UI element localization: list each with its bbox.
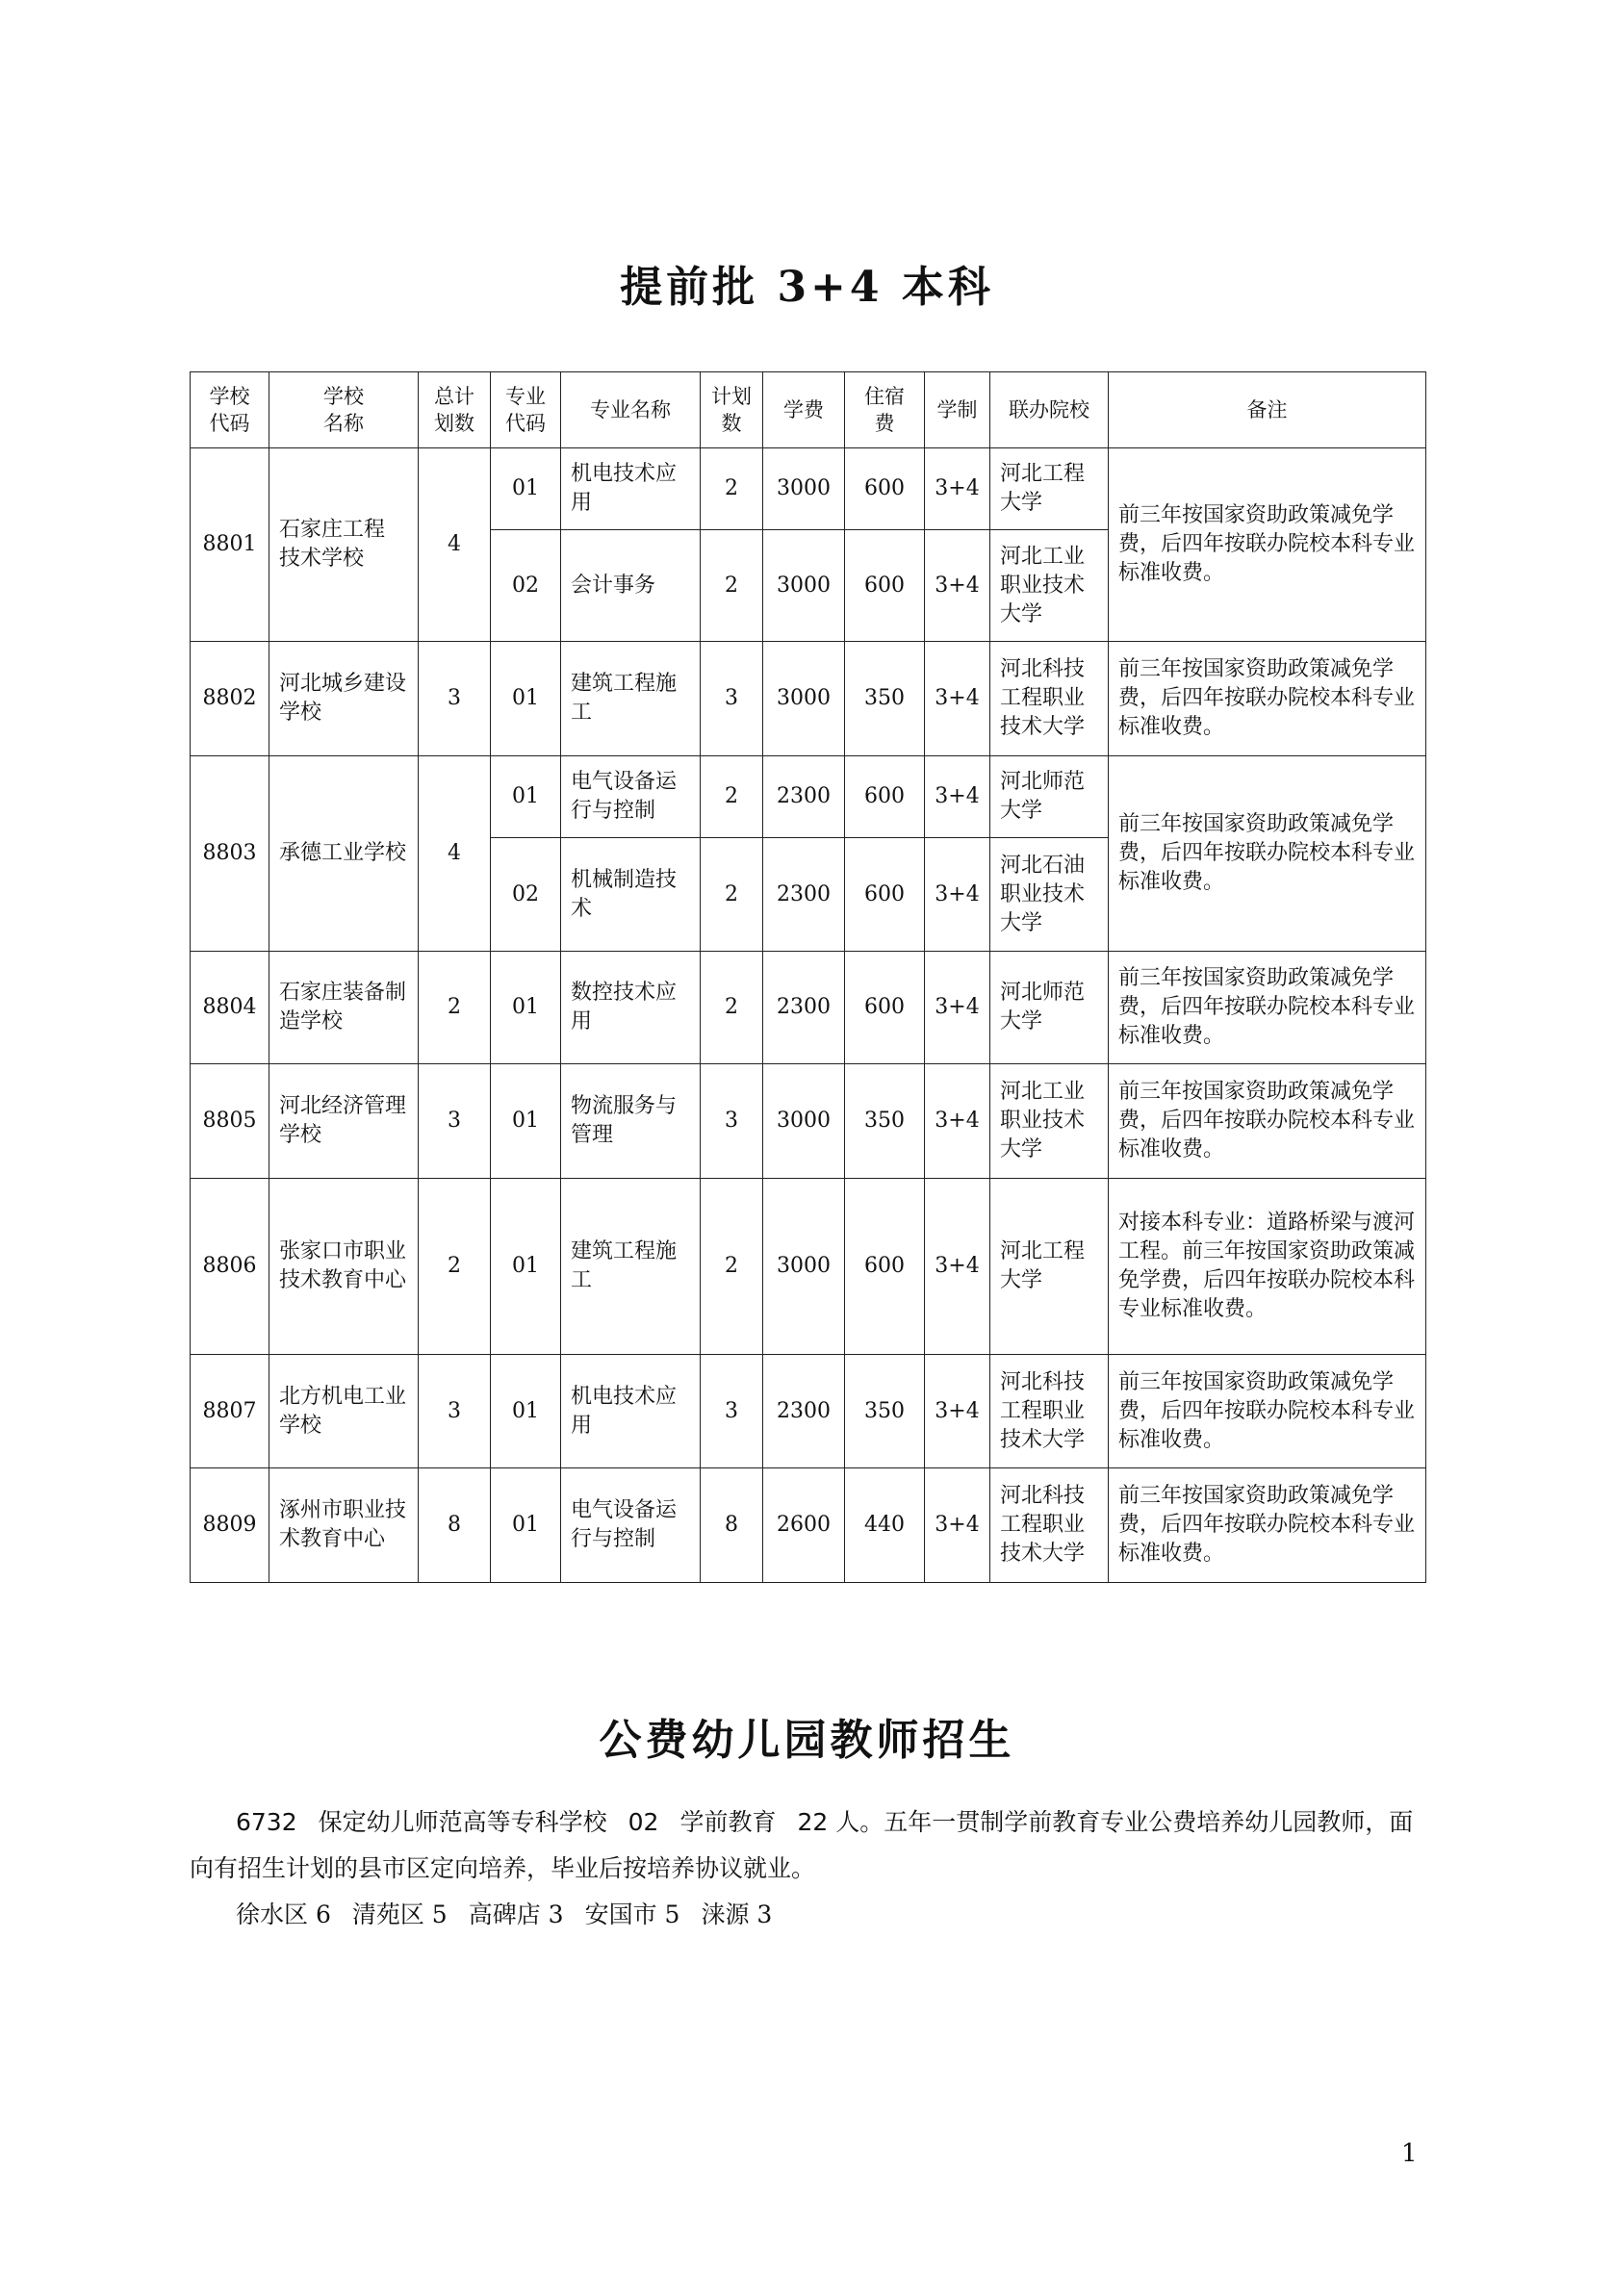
dorm-fee-cell: 600 [845, 448, 925, 530]
kindergarten-paragraph [190, 1799, 1425, 1892]
plan-count-cell: 3 [701, 1064, 763, 1179]
dorm-fee-cell: 600 [845, 838, 925, 952]
table-row [191, 1179, 1426, 1355]
school-code-cell: 8805 [191, 1064, 269, 1179]
remark-cell: 前三年按国家资助政策减免学费，后四年按联办院校本科专业标准收费。 [1109, 756, 1426, 952]
duration-cell: 3+4 [925, 1064, 990, 1179]
plan-count-cell: 2 [701, 530, 763, 642]
major-name-cell: 电气设备运行与控制 [561, 756, 701, 838]
plan-count-cell: 2 [701, 838, 763, 952]
column-header: 住宿 费 [845, 372, 925, 448]
table-row [191, 952, 1426, 1064]
column-header: 备注 [1109, 372, 1426, 448]
major-code-cell: 01 [491, 952, 561, 1064]
major-code-cell: 01 [491, 1064, 561, 1179]
column-header: 联办院校 [990, 372, 1109, 448]
partner-college-cell: 河北科技工程职业技术大学 [990, 642, 1109, 756]
table-row [191, 448, 1426, 530]
major-code-cell: 01 [491, 756, 561, 838]
plan-count-cell: 2 [701, 952, 763, 1064]
major-code-cell: 01 [491, 1179, 561, 1355]
school-code-cell: 8807 [191, 1355, 269, 1468]
table-row [191, 756, 1426, 838]
section-title-early-batch: 提前批 3+4 本科 [620, 263, 994, 312]
major-code-cell: 02 [491, 838, 561, 952]
column-header: 学校 代码 [191, 372, 269, 448]
column-header: 总计 划数 [419, 372, 491, 448]
district-quota: 安国市 5 [584, 1901, 680, 1928]
tuition-cell: 3000 [763, 530, 845, 642]
duration-cell: 3+4 [925, 952, 990, 1064]
school-code-cell: 8802 [191, 642, 269, 756]
table-header-row [191, 372, 1426, 448]
section-title-kindergarten: 公费幼儿园教师招生 [599, 1716, 1015, 1765]
partner-college-cell: 河北石油职业技术大学 [990, 838, 1109, 952]
partner-college-cell: 河北工程大学 [990, 1179, 1109, 1355]
school-code-cell: 8806 [191, 1179, 269, 1355]
dorm-fee-cell: 600 [845, 952, 925, 1064]
school-name-cell: 张家口市职业技术教育中心 [269, 1179, 419, 1355]
column-header: 专业名称 [561, 372, 701, 448]
school-name-cell: 河北经济管理 学校 [269, 1064, 419, 1179]
district-quota: 涞源 3 [701, 1901, 773, 1928]
duration-cell: 3+4 [925, 838, 990, 952]
major-name-cell: 建筑工程施工 [561, 1179, 701, 1355]
column-header: 学费 [763, 372, 845, 448]
duration-cell: 3+4 [925, 1179, 990, 1355]
tuition-cell: 2300 [763, 952, 845, 1064]
duration-cell: 3+4 [925, 448, 990, 530]
plan-count-cell: 2 [701, 756, 763, 838]
duration-cell: 3+4 [925, 1468, 990, 1583]
plan-count-cell: 3 [701, 642, 763, 756]
total-plan-cell: 4 [419, 756, 491, 952]
table-row [191, 1064, 1426, 1179]
tuition-cell: 3000 [763, 448, 845, 530]
total-plan-cell: 2 [419, 1179, 491, 1355]
total-plan-cell: 3 [419, 1064, 491, 1179]
dorm-fee-cell: 350 [845, 1355, 925, 1468]
tuition-cell: 2300 [763, 756, 845, 838]
partner-college-cell: 河北工程大学 [990, 448, 1109, 530]
remark-cell: 前三年按国家资助政策减免学费，后四年按联办院校本科专业标准收费。 [1109, 1064, 1426, 1179]
dorm-fee-cell: 350 [845, 642, 925, 756]
duration-cell: 3+4 [925, 642, 990, 756]
dorm-fee-cell: 350 [845, 1064, 925, 1179]
tuition-cell: 2300 [763, 1355, 845, 1468]
dorm-fee-cell: 600 [845, 756, 925, 838]
major-name-cell: 会计事务 [561, 530, 701, 642]
school-code-cell: 8804 [191, 952, 269, 1064]
school-code-cell: 8809 [191, 1468, 269, 1583]
duration-cell: 3+4 [925, 530, 990, 642]
dorm-fee-cell: 600 [845, 1179, 925, 1355]
major-code-cell: 01 [491, 642, 561, 756]
school-name-cell: 涿州市职业技术教育中心 [269, 1468, 419, 1583]
school-code-cell: 8803 [191, 756, 269, 952]
page-number: 1 [1401, 2139, 1418, 2168]
school-name-cell: 承德工业学校 [269, 756, 419, 952]
remark-cell: 前三年按国家资助政策减免学费，后四年按联办院校本科专业标准收费。 [1109, 1468, 1426, 1583]
district-quota: 清苑区 5 [351, 1901, 448, 1928]
major-code-cell: 01 [491, 448, 561, 530]
enrollment-count: 22 人 [797, 1808, 860, 1836]
major-code-cell: 02 [491, 530, 561, 642]
column-header: 学制 [925, 372, 990, 448]
school-name-cell: 北方机电工业学校 [269, 1355, 419, 1468]
table-row [191, 1468, 1426, 1583]
dorm-fee-cell: 440 [845, 1468, 925, 1583]
major-name-cell: 建筑工程施工 [561, 642, 701, 756]
admission-plan-table [190, 371, 1426, 1583]
major-name-cell: 机械制造技术 [561, 838, 701, 952]
major-name-cell: 机电技术应用 [561, 1355, 701, 1468]
major-code-cell: 01 [491, 1355, 561, 1468]
tuition-cell: 3000 [763, 642, 845, 756]
partner-college-cell: 河北师范大学 [990, 756, 1109, 838]
column-header: 学校 名称 [269, 372, 419, 448]
plan-count-cell: 2 [701, 448, 763, 530]
major-name-cell: 机电技术应用 [561, 448, 701, 530]
duration-cell: 3+4 [925, 756, 990, 838]
plan-count-cell: 8 [701, 1468, 763, 1583]
school-name: 保定幼儿师范高等专科学校 [318, 1808, 607, 1836]
school-code-cell: 8801 [191, 448, 269, 642]
district-quota: 徐水区 6 [236, 1901, 331, 1928]
district-quota: 高碑店 3 [468, 1901, 564, 1928]
partner-college-cell: 河北工业职业技术大学 [990, 530, 1109, 642]
partner-college-cell: 河北师范大学 [990, 952, 1109, 1064]
major-name-cell: 数控技术应用 [561, 952, 701, 1064]
major-name: 学前教育 [679, 1808, 777, 1836]
total-plan-cell: 3 [419, 1355, 491, 1468]
partner-college-cell: 河北工业职业技术大学 [990, 1064, 1109, 1179]
remark-cell: 前三年按国家资助政策减免学费，后四年按联办院校本科专业标准收费。 [1109, 952, 1426, 1064]
total-plan-cell: 3 [419, 642, 491, 756]
remark-cell: 前三年按国家资助政策减免学费，后四年按联办院校本科专业标准收费。 [1109, 448, 1426, 642]
duration-cell: 3+4 [925, 1355, 990, 1468]
total-plan-cell: 8 [419, 1468, 491, 1583]
district-quota-list [190, 1892, 1472, 1938]
tuition-cell: 2300 [763, 838, 845, 952]
total-plan-cell: 4 [419, 448, 491, 642]
paragraph-text: 。五年一贯制学前教育专业公费培养幼儿园教师，面向有招生计划的县市区定向培养，毕业后按培养协议就业。 [190, 1808, 1414, 1882]
school-name-cell: 石家庄工程 技术学校 [269, 448, 419, 642]
major-code-cell: 01 [491, 1468, 561, 1583]
tuition-cell: 3000 [763, 1064, 845, 1179]
school-name-cell: 石家庄装备制造学校 [269, 952, 419, 1064]
partner-college-cell: 河北科技工程职业技术大学 [990, 1355, 1109, 1468]
plan-count-cell: 3 [701, 1355, 763, 1468]
remark-cell: 前三年按国家资助政策减免学费，后四年按联办院校本科专业标准收费。 [1109, 642, 1426, 756]
remark-cell: 前三年按国家资助政策减免学费，后四年按联办院校本科专业标准收费。 [1109, 1355, 1426, 1468]
table-row [191, 1355, 1426, 1468]
total-plan-cell: 2 [419, 952, 491, 1064]
school-name-cell: 河北城乡建设 学校 [269, 642, 419, 756]
major-name-cell: 物流服务与管理 [561, 1064, 701, 1179]
plan-count-cell: 2 [701, 1179, 763, 1355]
table-row [191, 642, 1426, 756]
dorm-fee-cell: 600 [845, 530, 925, 642]
tuition-cell: 3000 [763, 1179, 845, 1355]
remark-cell: 对接本科专业：道路桥梁与渡河工程。前三年按国家资助政策减免学费，后四年按联办院校本科专业标准收费。 [1109, 1179, 1426, 1355]
column-header: 计划 数 [701, 372, 763, 448]
major-name-cell: 电气设备运行与控制 [561, 1468, 701, 1583]
school-code: 6732 [236, 1808, 297, 1836]
tuition-cell: 2600 [763, 1468, 845, 1583]
partner-college-cell: 河北科技工程职业技术大学 [990, 1468, 1109, 1583]
major-code: 02 [628, 1808, 659, 1836]
column-header: 专业 代码 [491, 372, 561, 448]
